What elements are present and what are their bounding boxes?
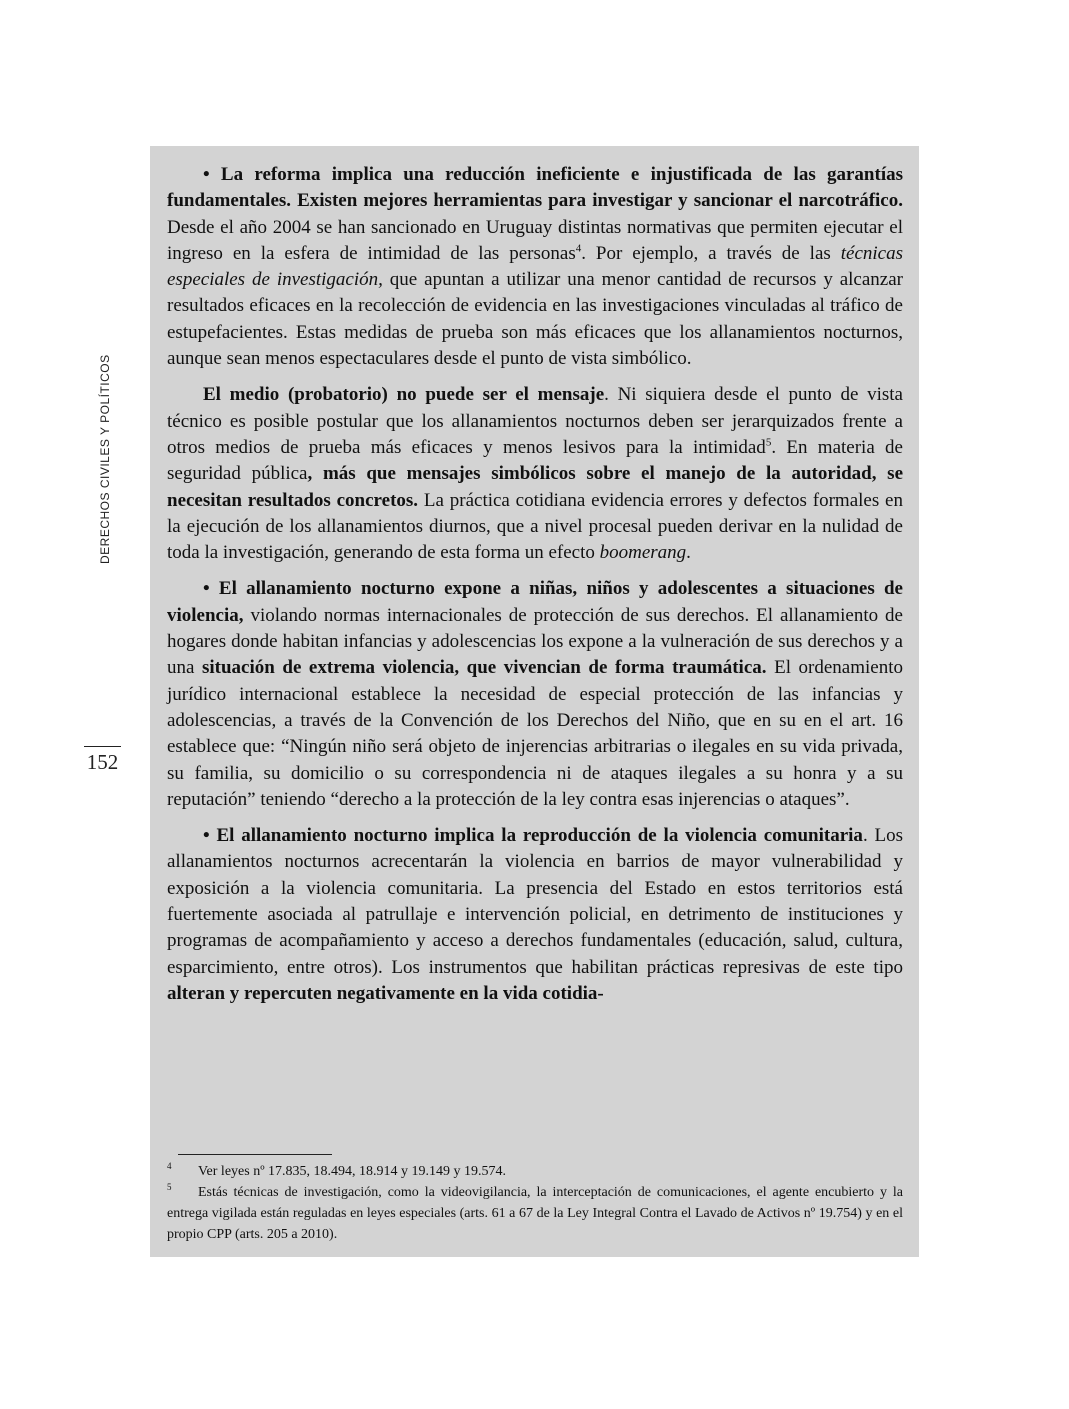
footnote-5: 5 Estás técnicas de investigación, como la videovigilancia, la interceptación de comunicaciones, el agente encubierto y la entrega vigilada están reguladas en leyes especiales (arts. 61 a 67 de la Ley Integral Contra el Lavado de Activos nº 19.754) y en el propio CPP (arts. 205 a 2010). (167, 1182, 903, 1242)
text-run: • El allanamiento nocturno implica la reproducción de la violencia comunitaria (203, 825, 863, 847)
text-run: violando normas internacionales de protección de sus derechos. El allanamiento de hogares donde habitan infancias y adolescencias los expone a la vulneración de sus derechos y a una (167, 604, 903, 679)
highlighted-text-box (150, 146, 919, 1257)
text-run: , más que mensajes simbólicos sobre el manejo de la autoridad, se necesitan resultados concretos. (167, 463, 904, 511)
text-run: . Los allanamientos nocturnos acrecentarán la violencia en barrios de mayor vulnerabilidad y exposición a la violencia comunitaria. La presencia del Estado en estos territorios está fuertemente asociada al patrullaje e intervención policial, en detrimento de instituciones y programas de acompañamiento y acceso a derechos fundamentales (educación, salud, cultura, esparcimiento, entre otros). Los instrumentos que habilitan prácticas represivas de este tipo (167, 825, 904, 978)
text-run: que apuntan a utilizar una menor cantidad de recursos y alcanzar resultados eficaces en la recolección de evidencia en las investigaciones vinculadas al tráfico de estupefacientes. Estas medidas de prueba son más eficaces que los allanamientos nocturnos, aunque sean menos espectaculares desde el punto de vista simbólico. (167, 269, 903, 370)
footnote-reference: 4 (575, 242, 582, 255)
text-run: . En materia de seguridad pública (167, 436, 903, 485)
page-number: 152 (84, 746, 121, 775)
footnote-reference: 5 (765, 436, 772, 449)
footnotes (167, 1154, 903, 1245)
body-text (167, 162, 903, 1007)
footnote-4: 4 Ver leyes nº 17.835, 18.494, 18.914 y 19.149 y 19.574. (167, 1161, 507, 1179)
text-run: alteran y repercuten negativamente en la vida cotidia- (167, 982, 604, 1004)
footnote-text: Ver leyes nº 17.835, 18.494, 18.914 y 19.149 y 19.574. (198, 1164, 507, 1179)
body-paragraph (167, 382, 903, 566)
text-run: El ordenamiento jurídico internacional establece la necesidad de especial protección de las infancias y adolescencias, a través de la Convención de los Derechos del Niño, que en su en el art. 16 establece que: “Ningún niño será objeto de injerencias arbitrarias o ilegales en su vida privada, su familia, su domicilio o su correspondencia ni de ataques ilegales a su honra y a su reputación” teniendo “derecho a la protección de la ley contra esas injerencias o ataques”. (167, 657, 903, 810)
body-paragraph (167, 576, 903, 813)
text-run: situación de extrema violencia, que vivencian de forma traumática. (201, 657, 767, 679)
text-run: El medio (probatorio) no puede ser el mensaje (203, 384, 605, 406)
body-paragraph (167, 162, 903, 372)
body-paragraph (167, 823, 903, 1007)
text-run: • La reforma implica una reducción ineficiente e injustificada de las garantías fundamentales. Existen mejores herramientas para investigar y sancionar el narcotráfico. (167, 164, 903, 212)
text-run: La práctica cotidiana evidencia errores y defectos formales en la ejecución de los allanamientos diurnos, que a nivel procesal pueden derivar en la nulidad de toda la investigación, generando de esta forma un efecto (167, 489, 903, 564)
text-run: • El allanamiento nocturno expone a niñas, niños y adolescentes a situaciones de violencia, (167, 578, 903, 626)
footnote-text: Estás técnicas de investigación, como la videovigilancia, la interceptación de comunicaciones, el agente encubierto y la entrega vigilada están reguladas en leyes especiales (arts. 61 a 67 de la Ley Integral Contra el Lavado de Activos nº 19.754) y en el propio CPP (arts. 205 a 2010). (167, 1185, 903, 1242)
text-run: . Ni siquiera desde el punto de vista técnico es posible postular que los allanamientos nocturnos deben ser jerarquizados frente a otros medios de prueba más eficaces y menos lesivos para la intimidad (167, 384, 903, 458)
text-run: boomerang (599, 542, 687, 564)
text-run: Desde el año 2004 se han sancionado en Uruguay distintas normativas que permiten ejecutar el ingreso en la esfera de intimidad de las personas (167, 216, 903, 264)
text-run: . (686, 542, 691, 564)
text-run: . Por ejemplo, a través de las (581, 242, 841, 264)
footnote-separator (178, 1154, 332, 1155)
running-section-label: DERECHOS CIVILES Y POLÍTICOS (98, 354, 112, 564)
text-run: técnicas especiales de investigación, (167, 242, 903, 291)
